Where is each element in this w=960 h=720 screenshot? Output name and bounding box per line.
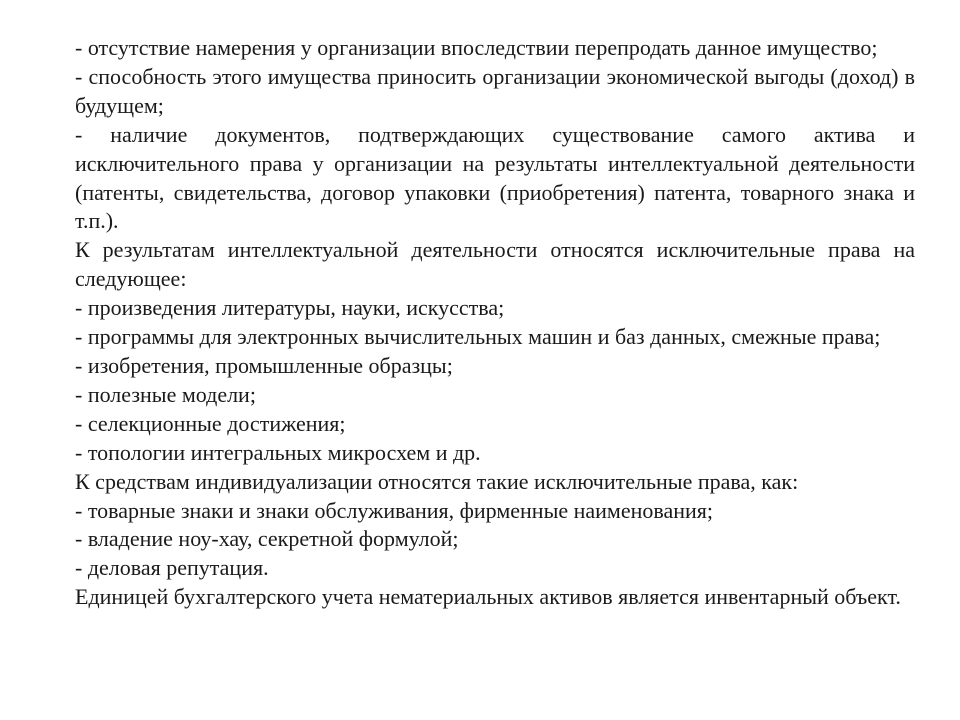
list-item: - селекционные достижения; (75, 410, 346, 436)
list-item: - владение ноу-хау, секретной формулой; (75, 526, 459, 552)
list-item: - изобретения, промышленные образцы; (75, 352, 453, 378)
list-item: - произведения литературы, науки, искусства; (75, 295, 505, 321)
list-item: - наличие документов, подтверждающих существование самого актива и исключительного права у организации на результаты интеллектуальной деятельности (патенты, свидетельства, договор упаковки (приобретения) патента, товарного знака и т.п.). (75, 121, 915, 234)
list-item: - программы для электронных вычислительных машин и баз данных, смежные права; (75, 324, 881, 350)
paragraph: К результатам интеллектуальной деятельности относятся исключительные права на следующее: (75, 237, 915, 292)
list-item: - товарные знаки и знаки обслуживания, фирменные наименования; (75, 497, 714, 523)
list-item: - полезные модели; (75, 381, 256, 407)
list-item: - отсутствие намерения у организации впоследствии перепродать данное имущество; (75, 35, 878, 60)
paragraph: К средствам индивидуализации относятся такие исключительные права, как: (75, 468, 799, 494)
paragraph: Единицей бухгалтерского учета нематериальных активов является инвентарный объект. (75, 584, 901, 610)
list-item: - способность этого имущества приносить организации экономической выгоды (доход) в будущем; (75, 63, 915, 118)
list-item: - деловая репутация. (75, 555, 269, 581)
list-item: - топологии интегральных микросхем и др. (75, 439, 481, 465)
document-body (75, 34, 915, 612)
